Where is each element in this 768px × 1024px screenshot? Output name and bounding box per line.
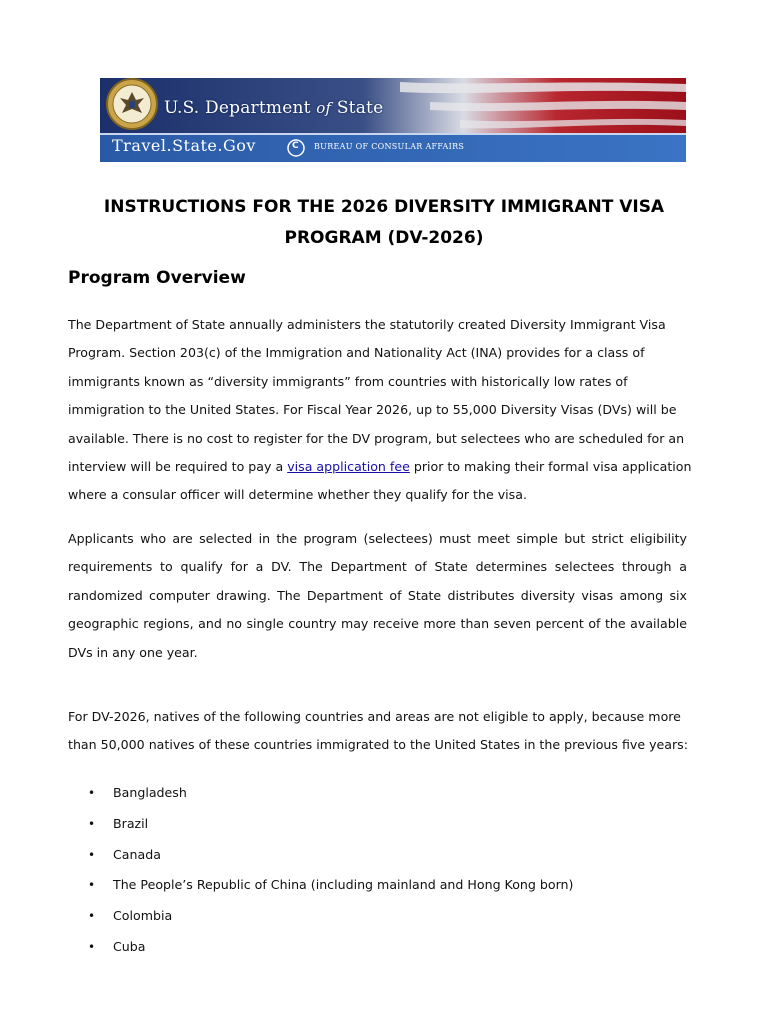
visa-application-fee-link[interactable]: visa application fee	[287, 459, 410, 475]
bullet-icon: •	[88, 878, 96, 893]
bullet-icon: •	[88, 939, 96, 954]
bullet-icon: •	[88, 816, 96, 831]
list-item: • Canada	[88, 840, 573, 871]
list-item: • The People’s Republic of China (including mainland and Hong Kong born)	[88, 870, 573, 901]
list-item: • Cuba	[88, 932, 573, 963]
banner-department-name: U.S. Department of State	[164, 98, 384, 118]
paragraph-eligibility: Applicants who are selected in the program (selectees) must meet simple but strict eligibility requirements to qualify for a DV. The Department of State determines selectees through a randomized computer drawing. The Department of State distributes diversity visas among six geographic regions, and no single country may receive more than seven percent of the available DVs in any one year.	[68, 531, 687, 660]
banner-site-name[interactable]: Travel.State.Gov	[112, 136, 256, 155]
document-title: INSTRUCTIONS FOR THE 2026 DIVERSITY IMMIGRANT VISA PROGRAM (DV-2026)	[103, 197, 665, 248]
bullet-icon: •	[88, 786, 96, 800]
state-department-banner[interactable]	[100, 76, 686, 164]
state-seal-icon	[107, 79, 157, 129]
bureau-mark-letter: C	[292, 141, 299, 151]
section-heading-program-overview: Program Overview	[68, 268, 246, 288]
paragraph-text: prior to making their formal visa application where a consular officer will determine whether they qualify for the visa.	[68, 459, 692, 503]
paragraph-ineligible-countries-intro: For DV-2026, natives of the following countries and areas are not eligible to apply, because more than 50,000 natives of these countries immigrated to the United States in the previous five years:	[68, 709, 688, 753]
list-item: • Brazil	[88, 809, 573, 840]
banner-bureau-name: BUREAU OF CONSULAR AFFAIRS	[314, 142, 465, 151]
list-item: • Colombia	[88, 901, 573, 932]
paragraph-text: The Department of State annually administers the statutorily created Diversity Immigrant Visa Program. Section 203(c) of the Immigration and Nationality Act (INA) provides for a class of immigrants known as “diversity immigrants” from countries with historically low rates of immigration to the United States. For Fiscal Year 2026, up to 55,000 Diversity Visas (DVs) will be available. There is no cost to register for the DV program, but selectees who are scheduled for an interview will be required to pay a	[68, 317, 685, 475]
bullet-icon: •	[88, 909, 96, 924]
list-item: • Bangladesh	[88, 778, 573, 809]
bullet-icon: •	[88, 847, 96, 862]
paragraph-program-intro	[68, 311, 700, 510]
ineligible-countries-list	[88, 778, 573, 963]
